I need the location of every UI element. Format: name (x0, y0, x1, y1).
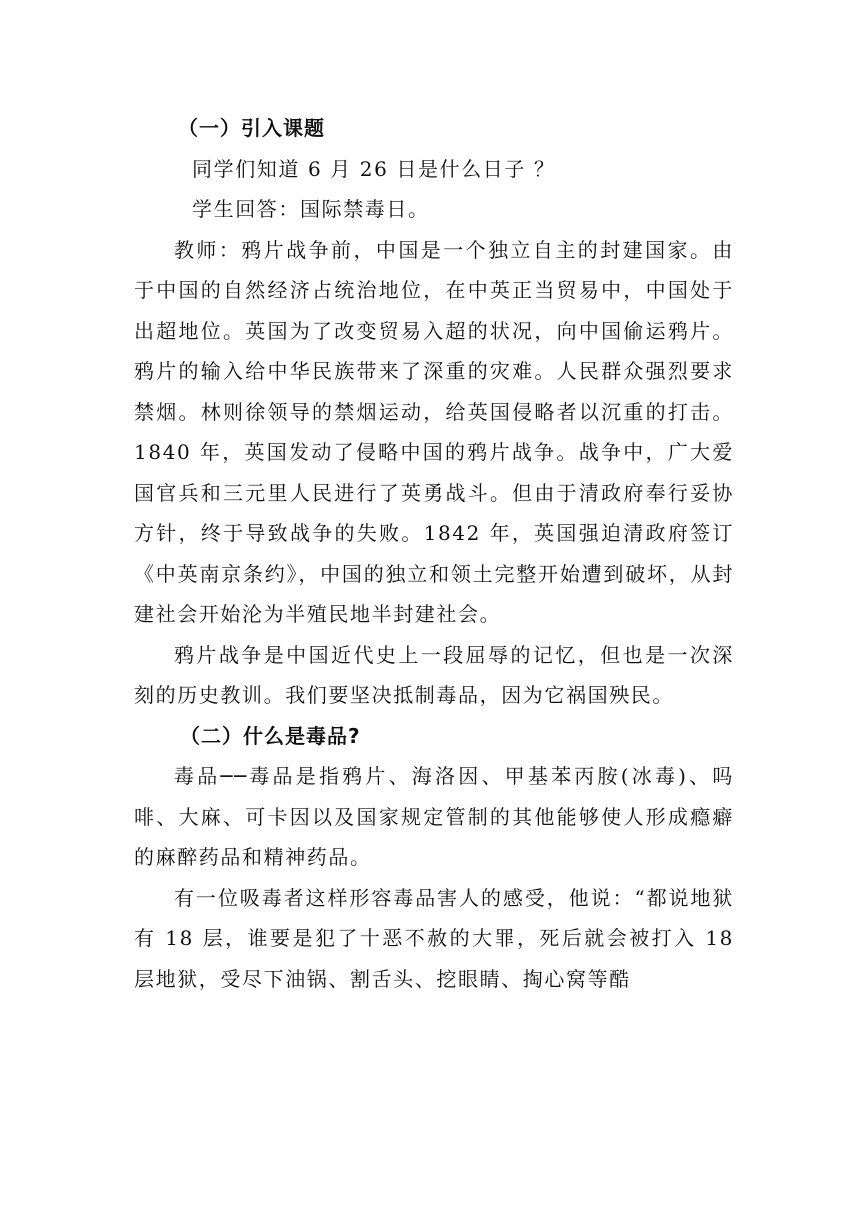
document-body (134, 108, 734, 999)
student-answer-line: 学生回答：国际禁毒日。 (192, 197, 430, 221)
summary-paragraph: 鸦片战争是中国近代史上一段屈辱的记忆，但也是一次深刻的历史教训。我们要坚决抵制毒品，因为它祸国殃民。 (134, 642, 734, 707)
section-heading-what-is-drug: （二）什么是毒品? (180, 723, 361, 748)
definition-paragraph: 毒品──毒品是指鸦片、海洛因、甲基苯丙胺(冰毒)、吗啡、大麻、可卡因以及国家规定管制的其他能够使人形成瘾癖的麻醉药品和精神药品。 (134, 764, 734, 869)
teacher-paragraph: 教师：鸦片战争前，中国是一个独立自主的封建国家。由于中国的自然经济占统治地位，在中英正当贸易中，中国处于出超地位。英国为了改变贸易入超的状况，向中国偷运鸦片。鸦片的输入给中华民族带来了深重的灾难。人民群众强烈要求禁烟。林则徐领导的禁烟运动，给英国侵略者以沉重的打击。1840 年，英国发动了侵略中国的鸦片战争。战争中，广大爱国官兵和三元里人民进行了英勇战斗。但由于清政府奉行妥协方针，终于导致战争的失败。1842 年，英国强迫清政府签订《中英南京条约》，中国的独立和领土完整开始遭到破坏，从封建社会开始沦为半殖民地半封建社会。 (134, 237, 734, 626)
section-heading-introduce-topic: （一）引入课题 (178, 116, 325, 140)
quote-paragraph: 有一位吸毒者这样形容毒品害人的感受，他说：“都说地狱有 18 层，谁要是犯了十恶不赦的大罪，死后就会被打入 18 层地狱，受尽下油锅、割舌头、挖眼睛、掏心窝等酷 (134, 885, 734, 991)
question-line: 同学们知道 6 月 26 日是什么日子 ？ (192, 156, 556, 181)
